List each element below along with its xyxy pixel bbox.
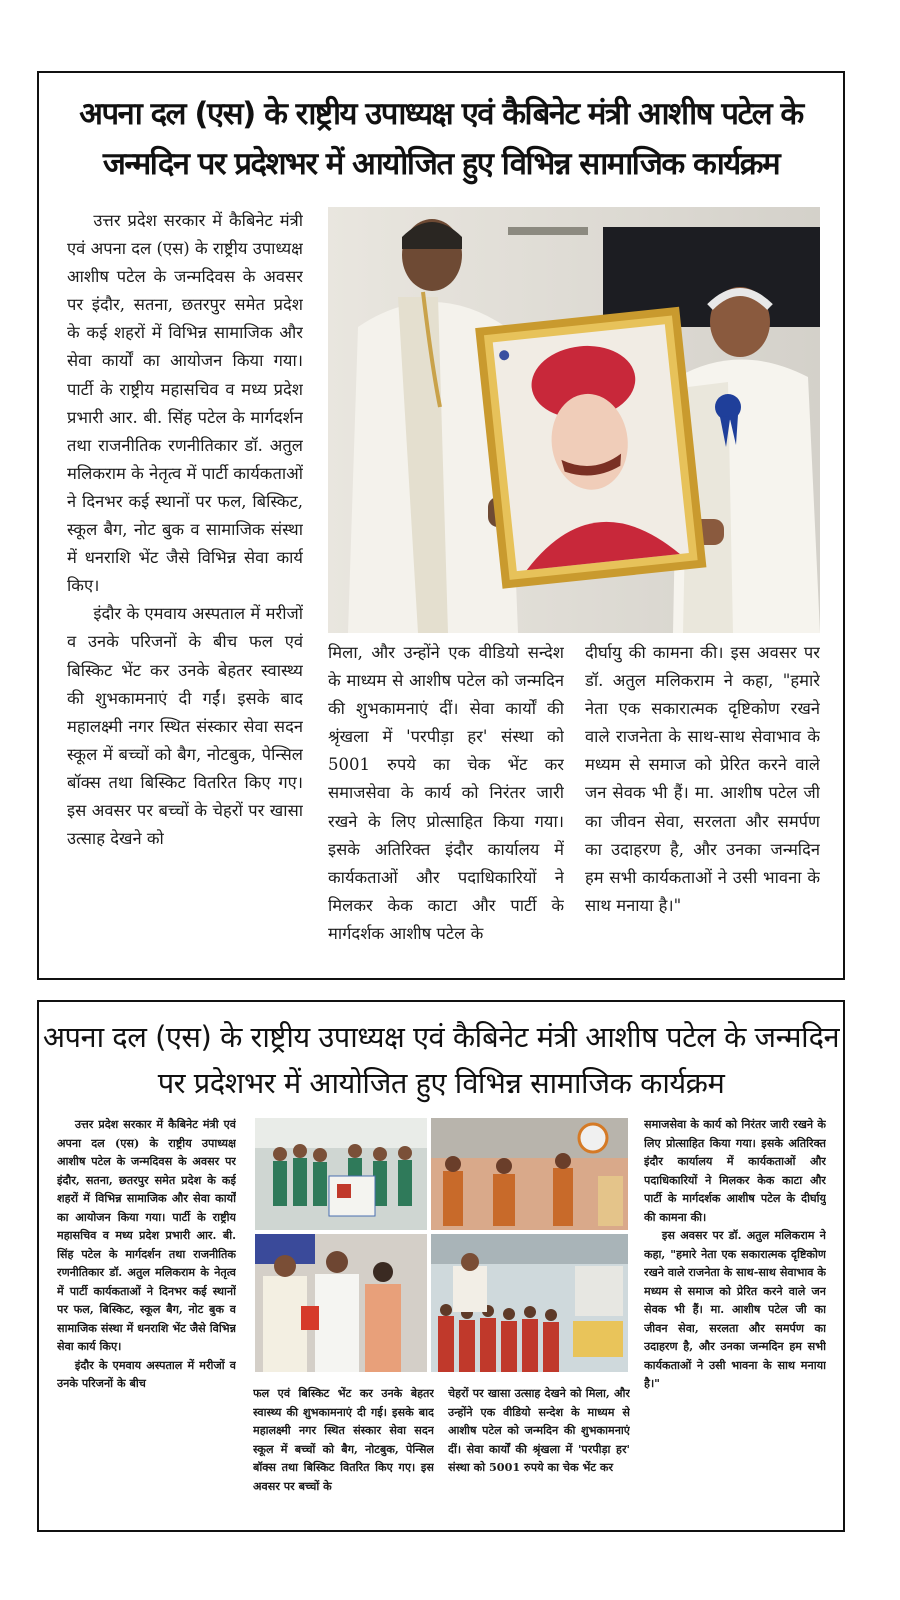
article-column-1 <box>57 1115 236 1525</box>
photo-collage <box>253 1116 630 1374</box>
headline: अपना दल (एस) के राष्ट्रीय उपाध्यक्ष एवं कैबिनेट मंत्री आशीष पटेल के जन्मदिन पर प्रदेशभर में आयोजित हुए विभिन्न सामाजिक कार्यक्रम <box>42 1020 840 1100</box>
photo-portrait-presentation <box>328 207 820 633</box>
paragraph: उत्तर प्रदेश सरकार में कैबिनेट मंत्री एवं अपना दल (एस) के राष्ट्रीय उपाध्यक्ष आशीष पटेल के जन्मदिवस के अवसर पर इंदौर, सतना, छतरपुर समेत प्रदेश के कई शहरों में विभिन्न सामाजिक और सेवा कार्यों का आयोजन किया गया। पार्टी के राष्ट्रीय महासचिव व मध्य प्रदेश प्रभारी आर. बी. सिंह पटेल के मार्गदर्शन तथा राजनीतिक रणनीतिकार डॉ. अतुल मलिकराम के नेतृत्व में पार्टी कार्यकताओं ने दिनभर कई स्थानों पर फल, बिस्किट, स्कूल बैग, नोट बुक व सामाजिक संस्था में धनराशि भेंट जैसे विभिन्न सेवा कार्य किए। <box>67 211 303 596</box>
paragraph: दीर्घायु की कामना की। इस अवसर पर डॉ. अतुल मलिकराम ने कहा, "हमारे नेता एक सकारात्मक दृष्टिकोण रखने वाले राजनेता के साथ-साथ सेवाभाव के मध्यम से समाज को प्रेरित करने वाले जन सेवक भी हैं। मा. आशीष पटेल जी का जीवन सेवा, सरलता और समर्पण का उदाहरण है, और उनका जन्मदिन हम सभी कार्यकताओं ने उसी भावना के साथ मनाया है।" <box>585 643 820 915</box>
paragraph: चेहरों पर खासा उत्साह देखने को मिला, और उन्होंने एक वीडियो सन्देश के माध्यम से आशीष पटेल को जन्मदिन की शुभकामनाएं दीं। सेवा कार्यों की श्रृंखला में 'परपीड़ा हर' संस्था को 5001 रुपये का चेक भेंट कर <box>448 1386 630 1474</box>
paragraph: फल एवं बिस्किट भेंट कर उनके बेहतर स्वास्थ्य की शुभकामनाएं दी गई। इसके बाद महालक्ष्मी नगर स्थित संस्कार सेवा सदन स्कूल में बच्चों को बैग, नोटबुक, पेन्सिल बॉक्स तथा बिस्किट वितरित किए गए। इस अवसर पर बच्चों के <box>253 1386 434 1493</box>
paragraph: उत्तर प्रदेश सरकार में कैबिनेट मंत्री एवं अपना दल (एस) के राष्ट्रीय उपाध्यक्ष आशीष पटेल के जन्मदिवस के अवसर पर इंदौर, सतना, छतरपुर समेत प्रदेश के कई शहरों में विभिन्न सामाजिक और सेवा कार्यों का आयोजन किया गया। पार्टी के राष्ट्रीय महासचिव व मध्य प्रदेश प्रभारी आर. बी. सिंह पटेल के मार्गदर्शन तथा राजनीतिक रणनीतिकार डॉ. अतुल मलिकराम के नेतृत्व में पार्टी कार्यकताओं ने दिनभर कई स्थानों पर फल, बिस्किट, स्कूल बैग, नोट बुक व सामाजिक संस्था में धनराशि भेंट जैसे विभिन्न सेवा कार्य किए। <box>57 1117 236 1353</box>
paragraph: इस अवसर पर डॉ. अतुल मलिकराम ने कहा, "हमारे नेता एक सकारात्मक दृष्टिकोण रखने वाले राजनेता के साथ-साथ सेवाभाव के मध्यम से समाज को प्रेरित करने वाले जन सेवक भी हैं। मा. आशीष पटेल जी का जीवन सेवा, सरलता और समर्पण का उदाहरण है, और उनका जन्मदिन हम सभी कार्यकताओं ने उसी भावना के साथ मनाया है।" <box>644 1228 826 1390</box>
article-column-2 <box>328 639 564 973</box>
article-column-3 <box>448 1384 630 1526</box>
newspaper-clipping-bottom <box>37 1000 845 1532</box>
paragraph: इंदौर के एमवाय अस्पताल में मरीजों व उनके परिजनों के बीच फल एवं बिस्किट भेंट कर उनके बेहतर स्वास्थ्य की शुभकामनाएं दी गईं। इसके बाद महालक्ष्मी नगर स्थित संस्कार सेवा सदन स्कूल में बच्चों को बैग, नोटबुक, पेन्सिल बॉक्स तथा बिस्किट वितरित किए गए। इस अवसर पर बच्चों के चेहरों पर खासा उत्साह देखने को <box>67 604 303 849</box>
article-column-1 <box>67 207 303 967</box>
article-column-2 <box>253 1384 434 1526</box>
newspaper-clipping-top <box>37 71 845 980</box>
article-column-3 <box>585 639 820 973</box>
article-column-4 <box>644 1115 826 1525</box>
paragraph: समाजसेवा के कार्य को निरंतर जारी रखने के लिए प्रोत्साहित किया गया। इसके अतिरिक्त इंदौर कार्यालय में कार्यकताओं और पदाधिकारियों ने मिलकर केक काटा और पार्टी के मार्गदर्शक आशीष पटेल के दीर्घायु की कामना की। <box>644 1117 826 1224</box>
headline: अपना दल (एस) के राष्ट्रीय उपाध्यक्ष एवं कैबिनेट मंत्री आशीष पटेल के जन्मदिन पर प्रदेशभर में आयोजित हुए विभिन्न सामाजिक कार्यक्रम <box>79 96 803 182</box>
paragraph: इंदौर के एमवाय अस्पताल में मरीजों व उनके परिजनों के बीच <box>57 1357 236 1390</box>
paragraph: मिला, और उन्होंने एक वीडियो सन्देश के माध्यम से आशीष पटेल को जन्मदिन की शुभकामनाएं दीं। सेवा कार्यों की श्रृंखला में 'परपीड़ा हर' संस्था को 5001 रुपये का चेक भेंट कर समाजसेवा के कार्य को निरंतर जारी रखने के लिए प्रोत्साहित किया गया। इसके अतिरिक्त इंदौर कार्यालय में कार्यकताओं और पदाधिकारियों ने मिलकर केक काटा और पार्टी के मार्गदर्शक आशीष पटेल के <box>328 643 564 943</box>
